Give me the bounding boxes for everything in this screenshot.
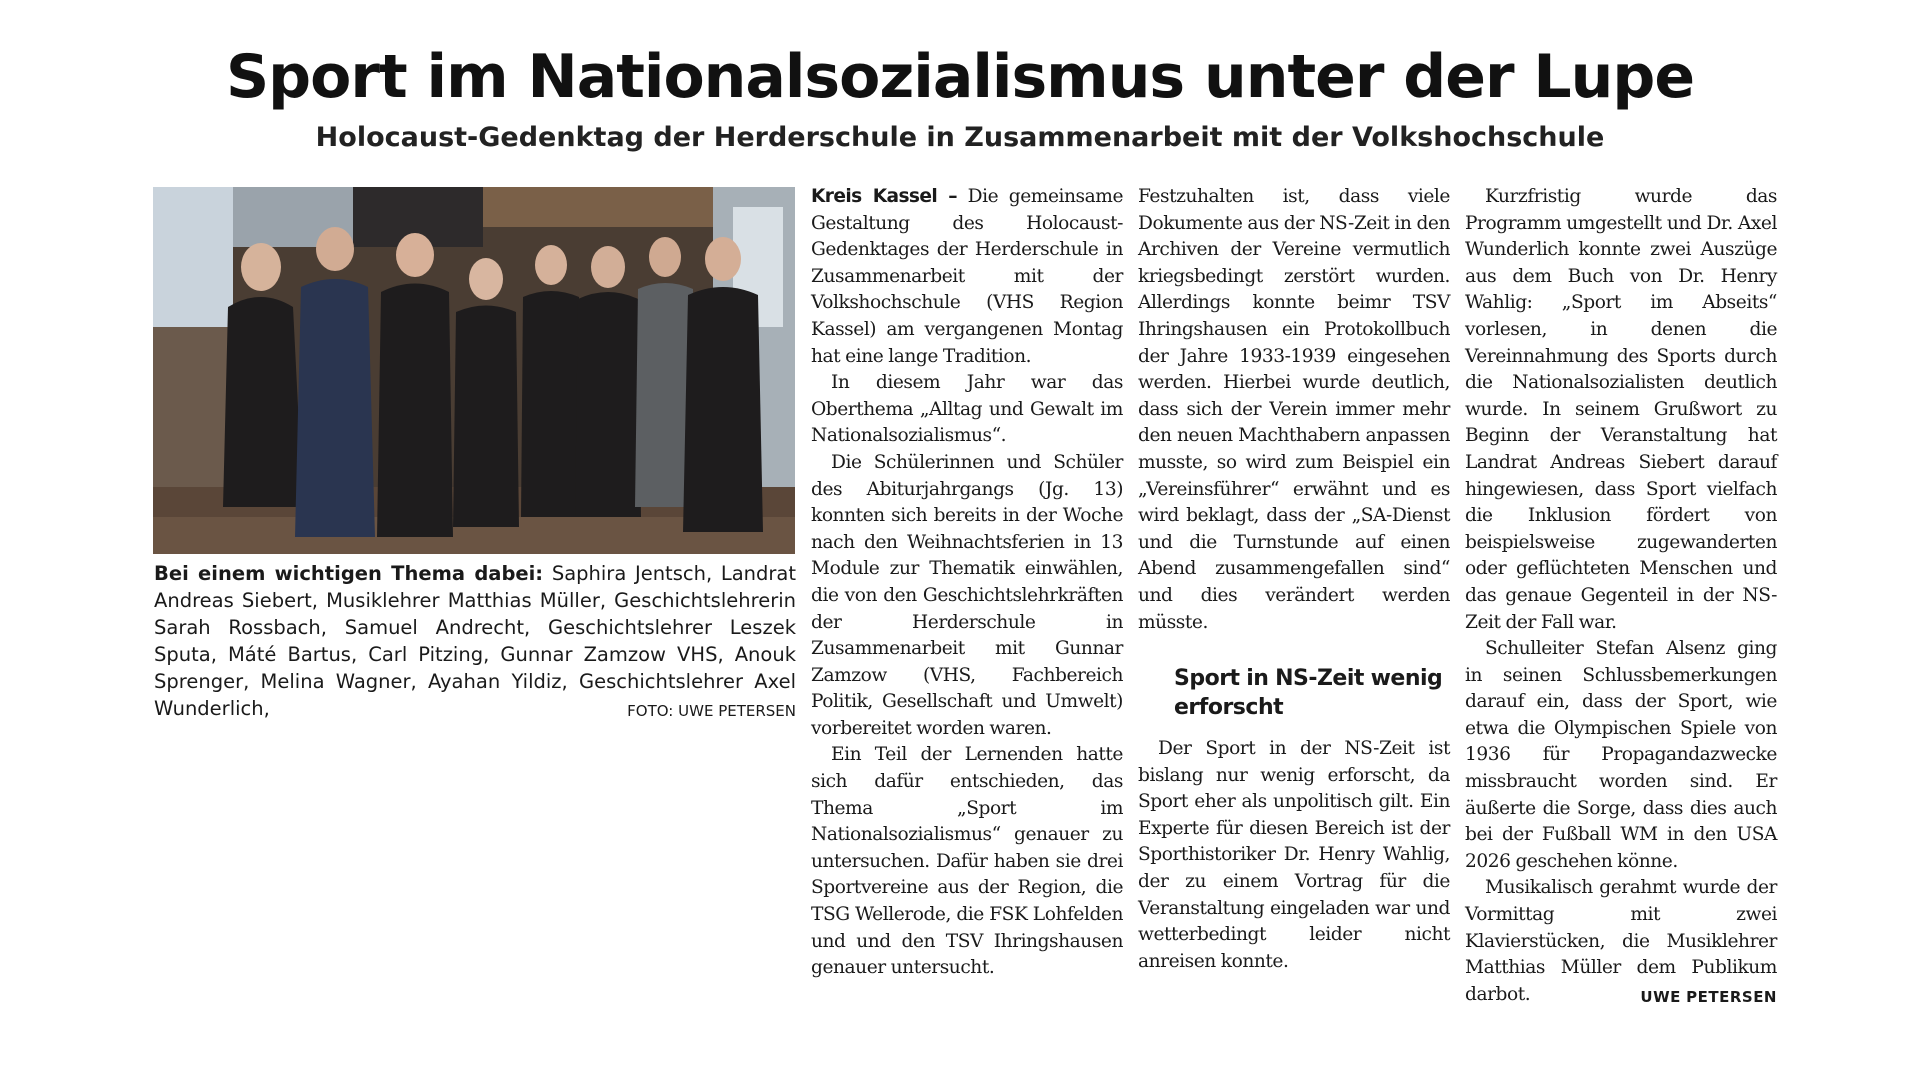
article-paragraph: Die Schülerinnen und Schüler des Abiturjahrgangs (Jg. 13) konnten sich bereits in der Woche nach den Weihnachtsferien in 13 Module zur Thematik einwählen, die von den Geschichtslehrkräften der Herderschule in Zusammenarbeit mit Gunnar Zamzow (VHS, Fachbereich Politik, Gesellschaft und Umwelt) vorbereitet worden waren. [811, 451, 1123, 739]
group-photo [153, 187, 795, 554]
photo-credit: FOTO: UWE PETERSEN [627, 702, 796, 720]
article-paragraph [811, 184, 1123, 370]
caption-text: Saphira Jentsch, Landrat Andreas Siebert, Musiklehrer Matthias Müller, Geschichtslehrerin Sarah Rossbach, Samuel Andrecht, Geschichtslehrer Leszek Sputa, Máté Bartus, Carl Pitzing, Gunnar Zamzow VHS, Anouk Sprenger, Melina Wagner, Ayahan Yildiz, Geschichtslehrer Axel Wunderlich, [154, 562, 796, 720]
article-subhead: Sport in NS-Zeit wenig erforscht [1174, 666, 1443, 721]
caption-lead: Bei einem wichtigen Thema dabei: [154, 562, 544, 585]
subheadline: Holocaust-Gedenktag der Herderschule in Zusammenarbeit mit der Volkshochschule [315, 122, 1605, 153]
paragraph-text: Die gemeinsame Gestaltung des Holocaust-Gedenktages der Herderschule in Zusammenarbeit mit der Volkshochschule (VHS Region Kassel) am vergangenen Montag hat eine lange Tradition. [811, 186, 1123, 367]
article-column-1 [811, 184, 1123, 982]
article-paragraph: Ein Teil der Lernenden hatte sich dafür entschieden, das Thema „Sport im Nationalsozialismus“ genauer zu untersuchen. Dafür haben sie drei Sportvereine aus der Region, die TSG Wellerode, die FSK Lohfelden und und den TSV Ihringshausen genauer untersucht. [811, 744, 1123, 979]
headline: Sport im Nationalsozialismus unter der Lupe [225, 42, 1695, 112]
article-paragraph: Schulleiter Stefan Alsenz ging in seinen Schlussbemerkungen darauf ein, dass der Sport, wie etwa die Olympischen Spiele von 1936 für Propagandazwecke missbraucht worden sind. Er äußerte die Sorge, dass dies auch bei der Fußball WM in den USA 2026 geschehen könne. [1465, 638, 1777, 872]
paragraph-text: Musikalisch gerahmt wurde der Vormittag mit zwei Klavierstücken, die Musiklehrer Matthias Müller dem Publikum darbot. [1465, 877, 1777, 1005]
article-paragraph: Festzuhalten ist, dass viele Dokumente aus der NS-Zeit in den Archiven der Vereine vermutlich kriegsbedingt zerstört wurden. Allerdings konnte beimr TSV Ihringshausen ein Protokollbuch der Jahre 1933-1939 eingesehen werden. Hierbei wurde deutlich, dass sich der Verein immer mehr den neuen Machthabern anpassen musste, so wird zum Beispiel ein „Vereinsführer“ erwähnt und es wird beklagt, dass der „SA-Dienst und die Turnstunde auf einen Abend zusammengefallen sind“ und dies verändert werden müsste. [1138, 186, 1450, 633]
dateline: Kreis Kassel – [811, 186, 957, 207]
article-paragraph [1465, 875, 1777, 1008]
article-column-3 [1465, 184, 1777, 1010]
article-paragraph: Der Sport in der NS-Zeit ist bislang nur wenig erforscht, da Sport eher als unpolitisch gilt. Ein Experte für diesen Bereich ist der Sporthistoriker Dr. Henry Wahlig, der zu einem Vortrag für die Veranstaltung eingeladen war und wetterbedingt leider nicht anreisen konnte. [1138, 738, 1450, 972]
article-paragraph: Kurzfristig wurde das Programm umgestellt und Dr. Axel Wunderlich konnte zwei Auszüge aus dem Buch von Dr. Henry Wahlig: „Sport im Abseits“ vorlesen, in denen die Vereinnahmung des Sports durch die Nationalsozialisten deutlich wurde. In seinem Grußwort zu Beginn der Veranstaltung hat Landrat Andreas Siebert darauf hingewiesen, dass Sport vielfach die Inklusion fördert von beispielsweise zugewanderten oder geflüchteten Menschen und das genaue Gegenteil in der NS-Zeit der Fall war. [1465, 186, 1777, 633]
article-paragraph: In diesem Jahr war das Oberthema „Alltag und Gewalt im Nationalsozialismus“. [811, 372, 1123, 447]
author-byline: UWE PETERSEN [1640, 987, 1777, 1006]
photo-caption [154, 560, 796, 725]
article-column-2 [1138, 184, 1450, 975]
